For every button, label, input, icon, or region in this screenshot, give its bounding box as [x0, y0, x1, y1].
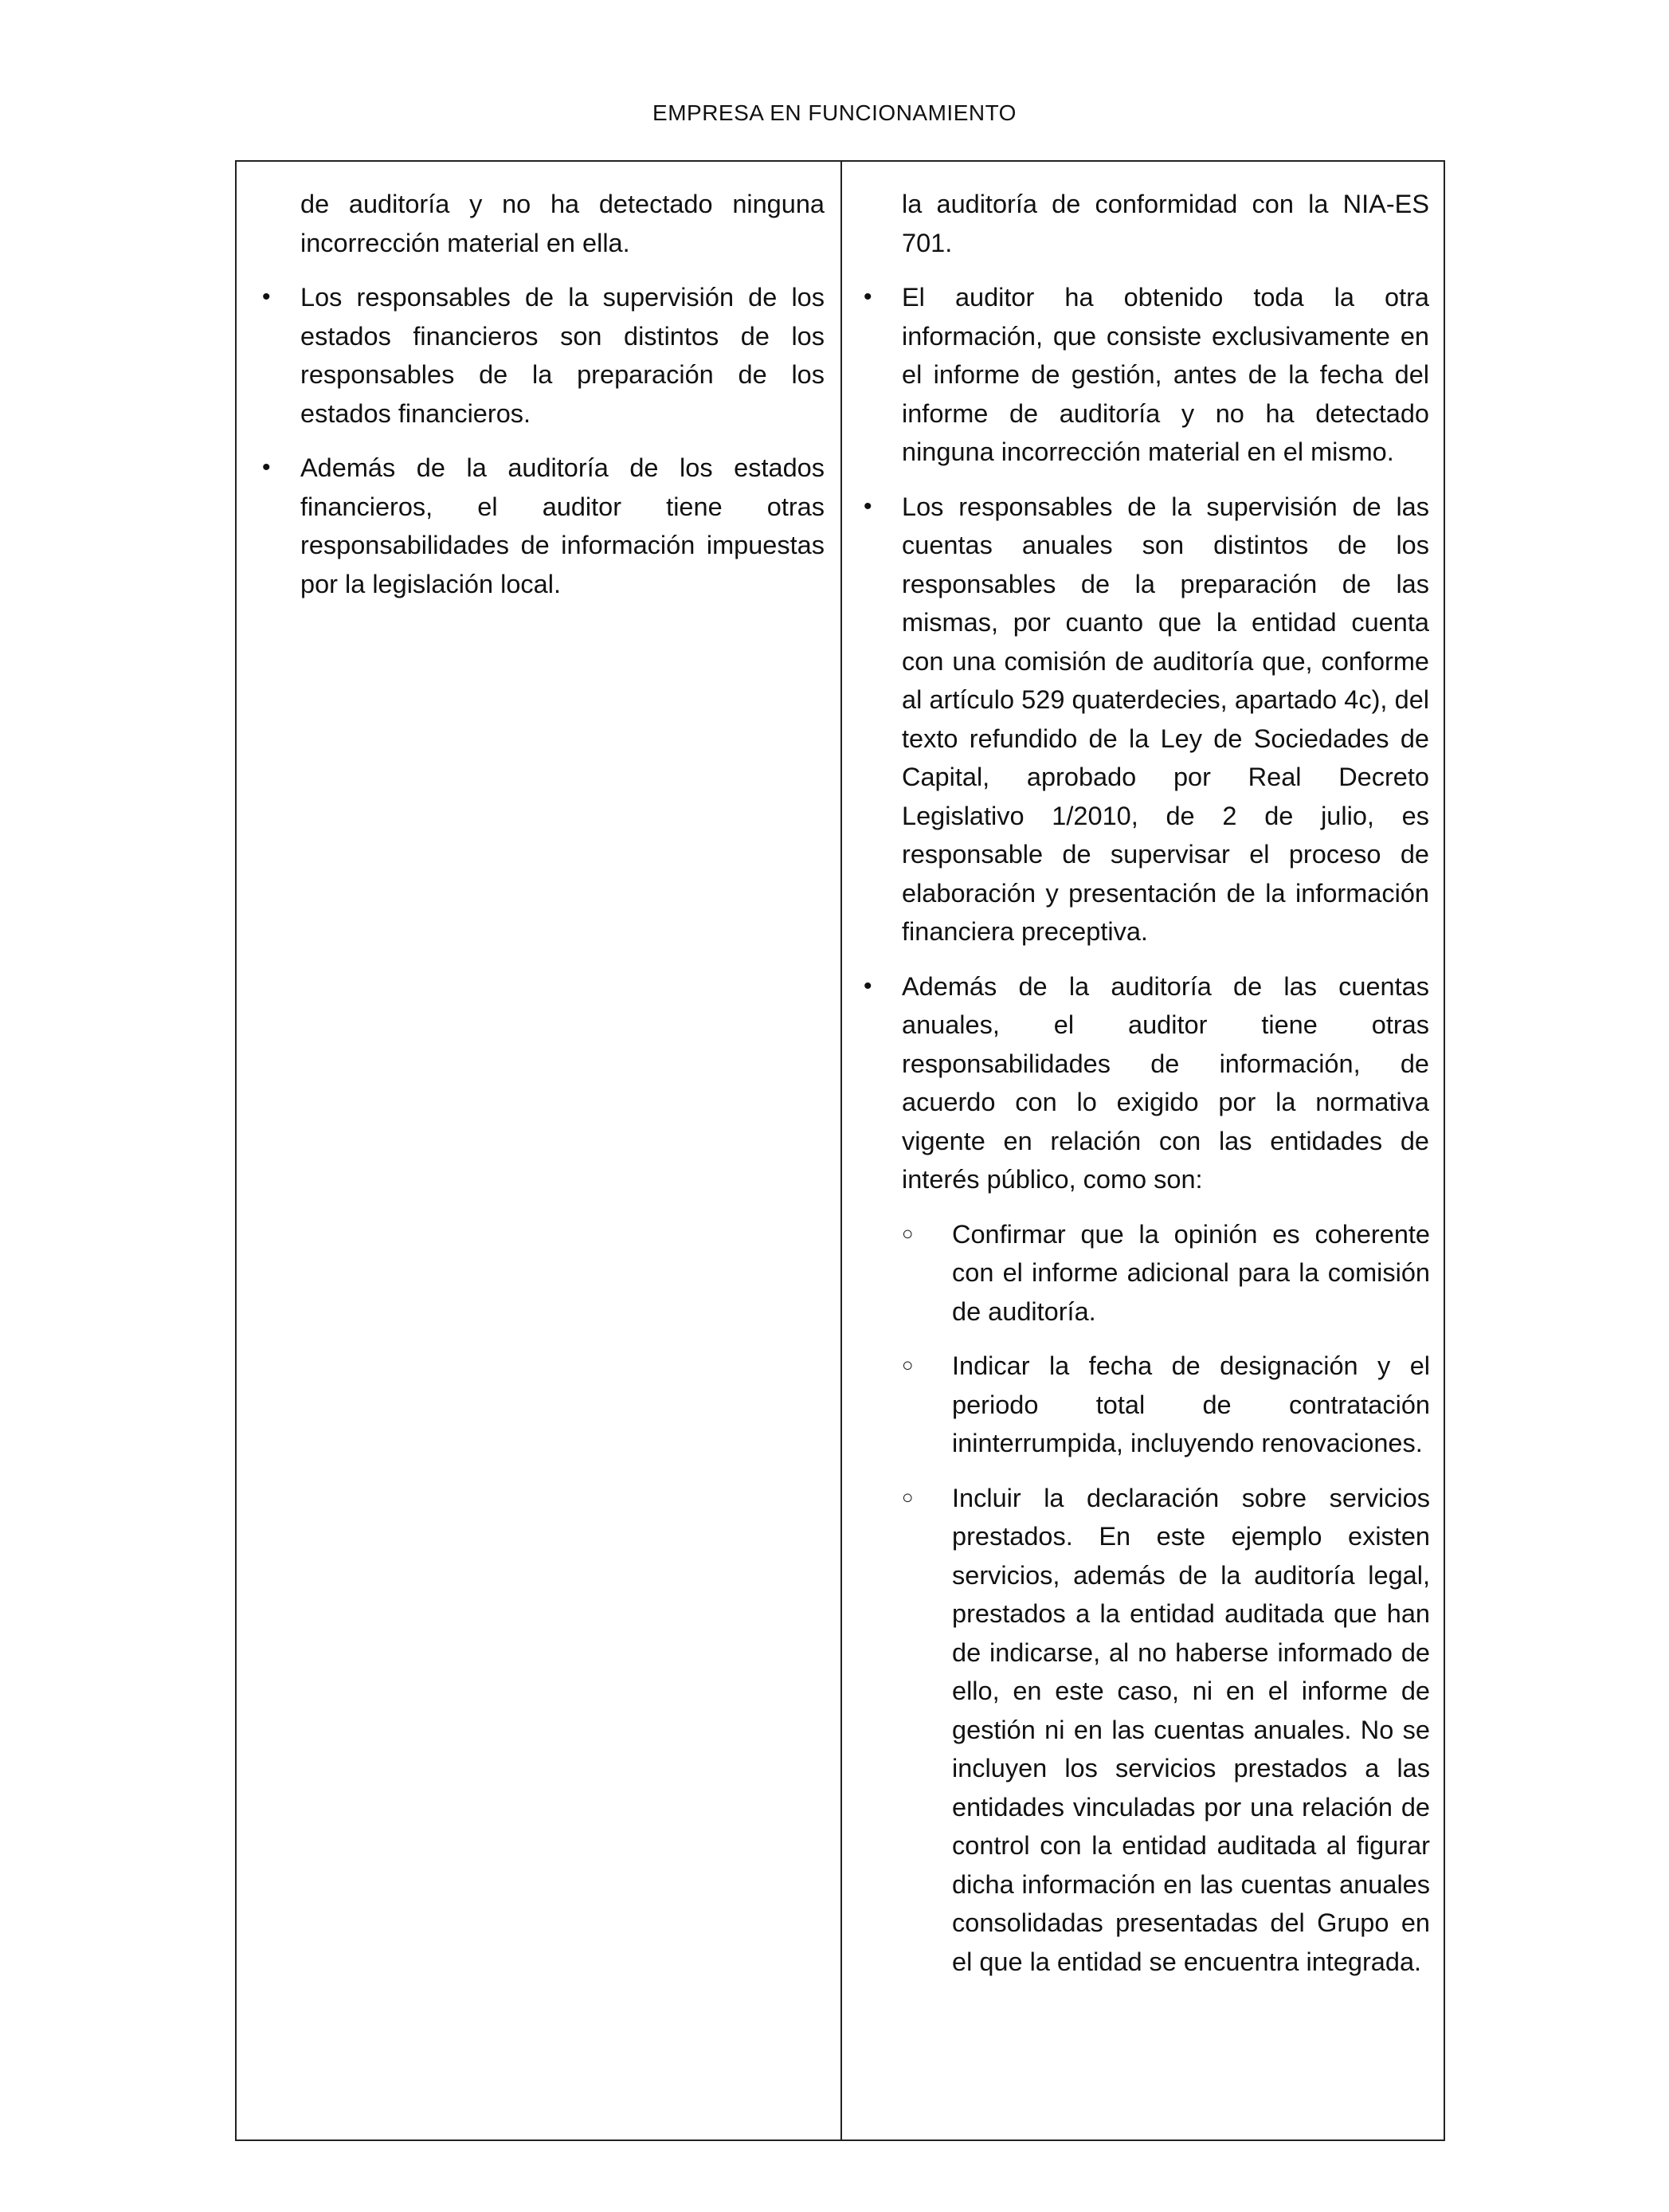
left-bullet-item — [262, 449, 825, 603]
sub-bullet-text: Indicar la fecha de designación y el periodo total de contratación ininterrumpida, incluyendo renovaciones. — [952, 1351, 1430, 1457]
left-continuation-text: de auditoría y no ha detectado ninguna incorrección material en ella. — [300, 190, 825, 257]
sub-bullet-item — [902, 1347, 1430, 1463]
bullet-icon: • — [262, 454, 271, 480]
circle-bullet-icon: ○ — [902, 1355, 914, 1376]
right-continuation-text: la auditoría de conformidad con la NIA-ES 701. — [902, 190, 1429, 257]
bullet-icon: • — [262, 284, 271, 310]
comparison-table — [235, 160, 1445, 2141]
sub-bullet-item — [902, 1479, 1430, 1982]
left-bullet-text: Además de la auditoría de los estados financieros, el auditor tiene otras responsabilidades de información impuestas por la legislación local. — [300, 453, 825, 598]
left-bullet-item — [262, 278, 825, 433]
right-bullet-text: Además de la auditoría de las cuentas anuales, el auditor tiene otras responsabilidades de información, de acuerdo con lo exigido por la normativa vigente en relación con las entidades de interés público, como son: — [902, 971, 1429, 1194]
right-bullet-text: El auditor ha obtenido toda la otra información, que consiste exclusivamente en el informe de gestión, antes de la fecha del informe de auditoría y no ha detectado ninguna incorrección material en el mismo. — [902, 283, 1429, 466]
sub-bullet-text: Confirmar que la opinión es coherente con el informe adicional para la comisión de auditoría. — [952, 1219, 1430, 1326]
circle-bullet-icon: ○ — [902, 1222, 914, 1245]
right-bullet-item — [864, 278, 1429, 472]
right-column — [842, 162, 1444, 2139]
sub-bullet-item — [902, 1215, 1430, 1332]
bullet-icon: • — [864, 972, 872, 999]
right-bullet-item — [864, 488, 1429, 951]
bullet-icon: • — [864, 284, 872, 310]
right-bullet-text: Los responsables de la supervisión de las cuentas anuales son distintos de los responsables de la preparación de las mismas, por cuanto que la entidad cuenta con una comisión de auditoría que, conforme al artículo 529 quaterdecies, apartado 4c), del texto refundido de la Ley de Sociedades de Capital, aprobado por Real Decreto Legislativo 1/2010, de 2 de julio, es responsable de supervisar el proceso de elaboración y presentación de la información financiera preceptiva. — [902, 492, 1429, 946]
right-bullet-item — [864, 967, 1429, 1199]
bullet-icon: • — [864, 492, 872, 520]
page-header-title: EMPRESA EN FUNCIONAMIENTO — [652, 100, 1017, 125]
left-bullet-text: Los responsables de la supervisión de los estados financieros son distintos de los responsables de la preparación de los estados financieros. — [300, 283, 825, 428]
circle-bullet-icon: ○ — [902, 1486, 914, 1508]
left-column — [237, 162, 842, 2139]
sub-bullet-text: Incluir la declaración sobre servicios prestados. En este ejemplo existen servicios, además de la auditoría legal, prestados a la entidad auditada que han de indicarse, al no haberse informado de ello, en este caso, ni en el informe de gestión ni en las cuentas anuales. No se incluyen los servicios prestados a las entidades vinculadas por una relación de control con la entidad auditada al figurar dicha información en las cuentas anuales consolidadas presentadas del Grupo en el que la entidad se encuentra integrada. — [952, 1483, 1430, 1976]
